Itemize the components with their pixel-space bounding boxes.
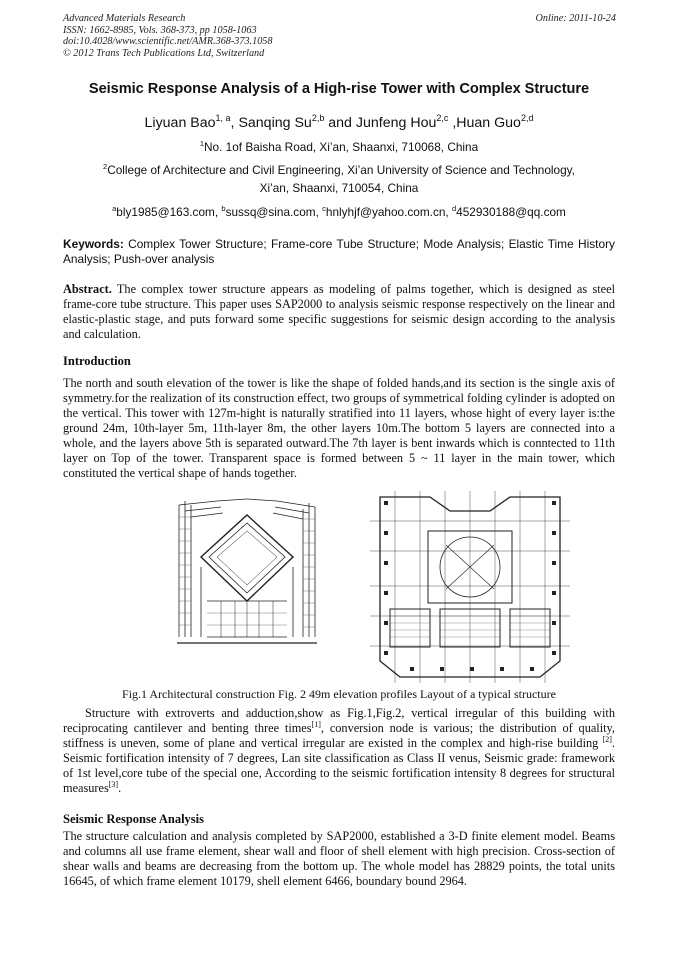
paragraph-text: . Seismic fortification intensity of 7 degrees, Lan site classification as Class II venus, Seismic grade: framework of 1st level,core tube of the special one, According to the seismic fortification intensity 8 degrees for structural measures <box>63 736 615 795</box>
paragraph-text: , conversion node is various; the distribution of quality, stiffness is uneven, some of plane and vertical irregular are existed in the complex and high-rise building <box>63 721 615 750</box>
affiliation-text: No. 1of Baisha Road, Xi’an, Shaanxi, 710068, China <box>204 140 479 154</box>
affiliation-2-city: Xi’an, Shaanxi, 710054, China <box>259 181 419 195</box>
citation-ref[interactable]: [2] <box>602 735 612 744</box>
email-sup: c <box>322 204 326 213</box>
citation-ref[interactable]: [3] <box>108 780 119 789</box>
keywords-text: Complex Tower Structure; Frame-core Tube Structure; Mode Analysis; Elastic Time History Analysis; Push-over analysis <box>63 237 615 266</box>
figure-caption: Fig.1 Architectural construction Fig. 2 49m elevation profiles Layout of a typical structure <box>122 687 556 701</box>
seismic-paragraph: The structure calculation and analysis completed by SAP2000, established a 3-D finite element model. Beams and columns all use frame element, shear wall and floor of shell element with high precision. Cross-section of shear walls and beams are decreasing from the bottom up. The whole model has 28829 points, the total units 16645, of which frame element 10179, shell element 6466, boundary bound 2964. <box>63 829 615 888</box>
journal-header <box>63 13 616 59</box>
email-sup: b <box>221 204 226 213</box>
affiliation-sup: 2 <box>103 162 108 171</box>
affiliation-sup: 1 <box>199 139 205 148</box>
paper-title: Seismic Response Analysis of a High-rise Tower with Complex Structure <box>88 81 590 97</box>
email-sup: d <box>451 204 457 213</box>
figure-2-elevation-profile <box>370 491 570 683</box>
abstract-label: Abstract. <box>63 282 112 296</box>
citation-ref[interactable]: [1] <box>311 720 321 729</box>
author-name: Liyuan Bao <box>144 115 216 131</box>
author-sep: and <box>324 115 356 131</box>
author-name: Sanqing Su <box>238 115 312 131</box>
author-list <box>0 113 678 131</box>
author-name: Huan Guo <box>456 115 521 131</box>
author-sep: , <box>230 115 239 131</box>
author-sup: 2,c <box>436 113 449 123</box>
author-sep: , <box>448 115 457 131</box>
journal-doi: doi:10.4028/www.scientific.net/AMR.368-373.1058 <box>63 36 273 48</box>
affiliation-1 <box>0 139 678 154</box>
author-name: Junfeng Hou <box>355 115 437 131</box>
abstract-block <box>63 282 615 342</box>
paragraph-text: Structure with extroverts and adduction,show as Fig.1,Fig.2, vertical irregular of this building with reciprocating cantilever and benting three times <box>63 706 615 735</box>
journal-issn: ISSN: 1662-8985, Vols. 368-373, pp 1058-1063 <box>63 24 257 36</box>
affiliation-text: College of Architecture and Civil Engineering, Xi’an University of Science and Technology, <box>107 163 575 177</box>
keywords-block <box>63 237 615 267</box>
email-link[interactable]: sussq@sina.com, <box>225 205 323 219</box>
email-link[interactable]: hnlyhjf@yahoo.com.cn, <box>325 205 452 219</box>
author-sup: 1, a <box>215 113 231 123</box>
journal-name: Advanced Materials Research <box>63 13 186 24</box>
intro-paragraph-2 <box>63 706 615 796</box>
section-heading-introduction: Introduction <box>63 354 131 368</box>
email-link[interactable]: 452930188@qq.com <box>456 205 566 219</box>
email-sup: a <box>112 204 117 213</box>
section-heading-seismic: Seismic Response Analysis <box>63 812 204 826</box>
figure-1-architectural-construction <box>177 497 317 647</box>
journal-copyright: © 2012 Trans Tech Publications Ltd, Switzerland <box>63 47 265 59</box>
author-sup: 2,d <box>520 113 534 123</box>
paragraph-text: . <box>118 781 122 795</box>
online-date: Online: 2011-10-24 <box>535 13 616 24</box>
author-sup: 2,b <box>311 113 325 123</box>
intro-paragraph-1: The north and south elevation of the tower is like the shape of folded hands,and its section is the single axis of symmetry.for the realization of its construction effect, two groups of symmetrical folding cylinder is adopted on the vertical. This tower with 127m-hight is naturally stratified into 11 layers, whose hight of every layer is:the ground 24m, 10th-layer 5m, 11th-layer 8m, the other layers 10m.The bottom 5 layers are connected into a whole, and the layers above 5th is separated outward.The 7th layer is bent inwards which is conntected to 11th layer on Top of the tower. Transparent space is formed between 5 ~ 11 layer in the main tower, which constituted the vertical shape of hands together. <box>63 376 615 480</box>
affiliation-2 <box>0 162 678 177</box>
abstract-text: The complex tower structure appears as modeling of palms together, which is designed as steel frame-core tube structure. This paper uses SAP2000 to analysis seismic response respectively on the linear and elastic-plastic stage, and puts forward some specific suggestions for seismic design according to the analysis and calculation. <box>63 282 615 341</box>
email-list <box>0 204 678 219</box>
keywords-label: Keywords: <box>63 237 124 251</box>
email-link[interactable]: bly1985@163.com, <box>116 205 222 219</box>
